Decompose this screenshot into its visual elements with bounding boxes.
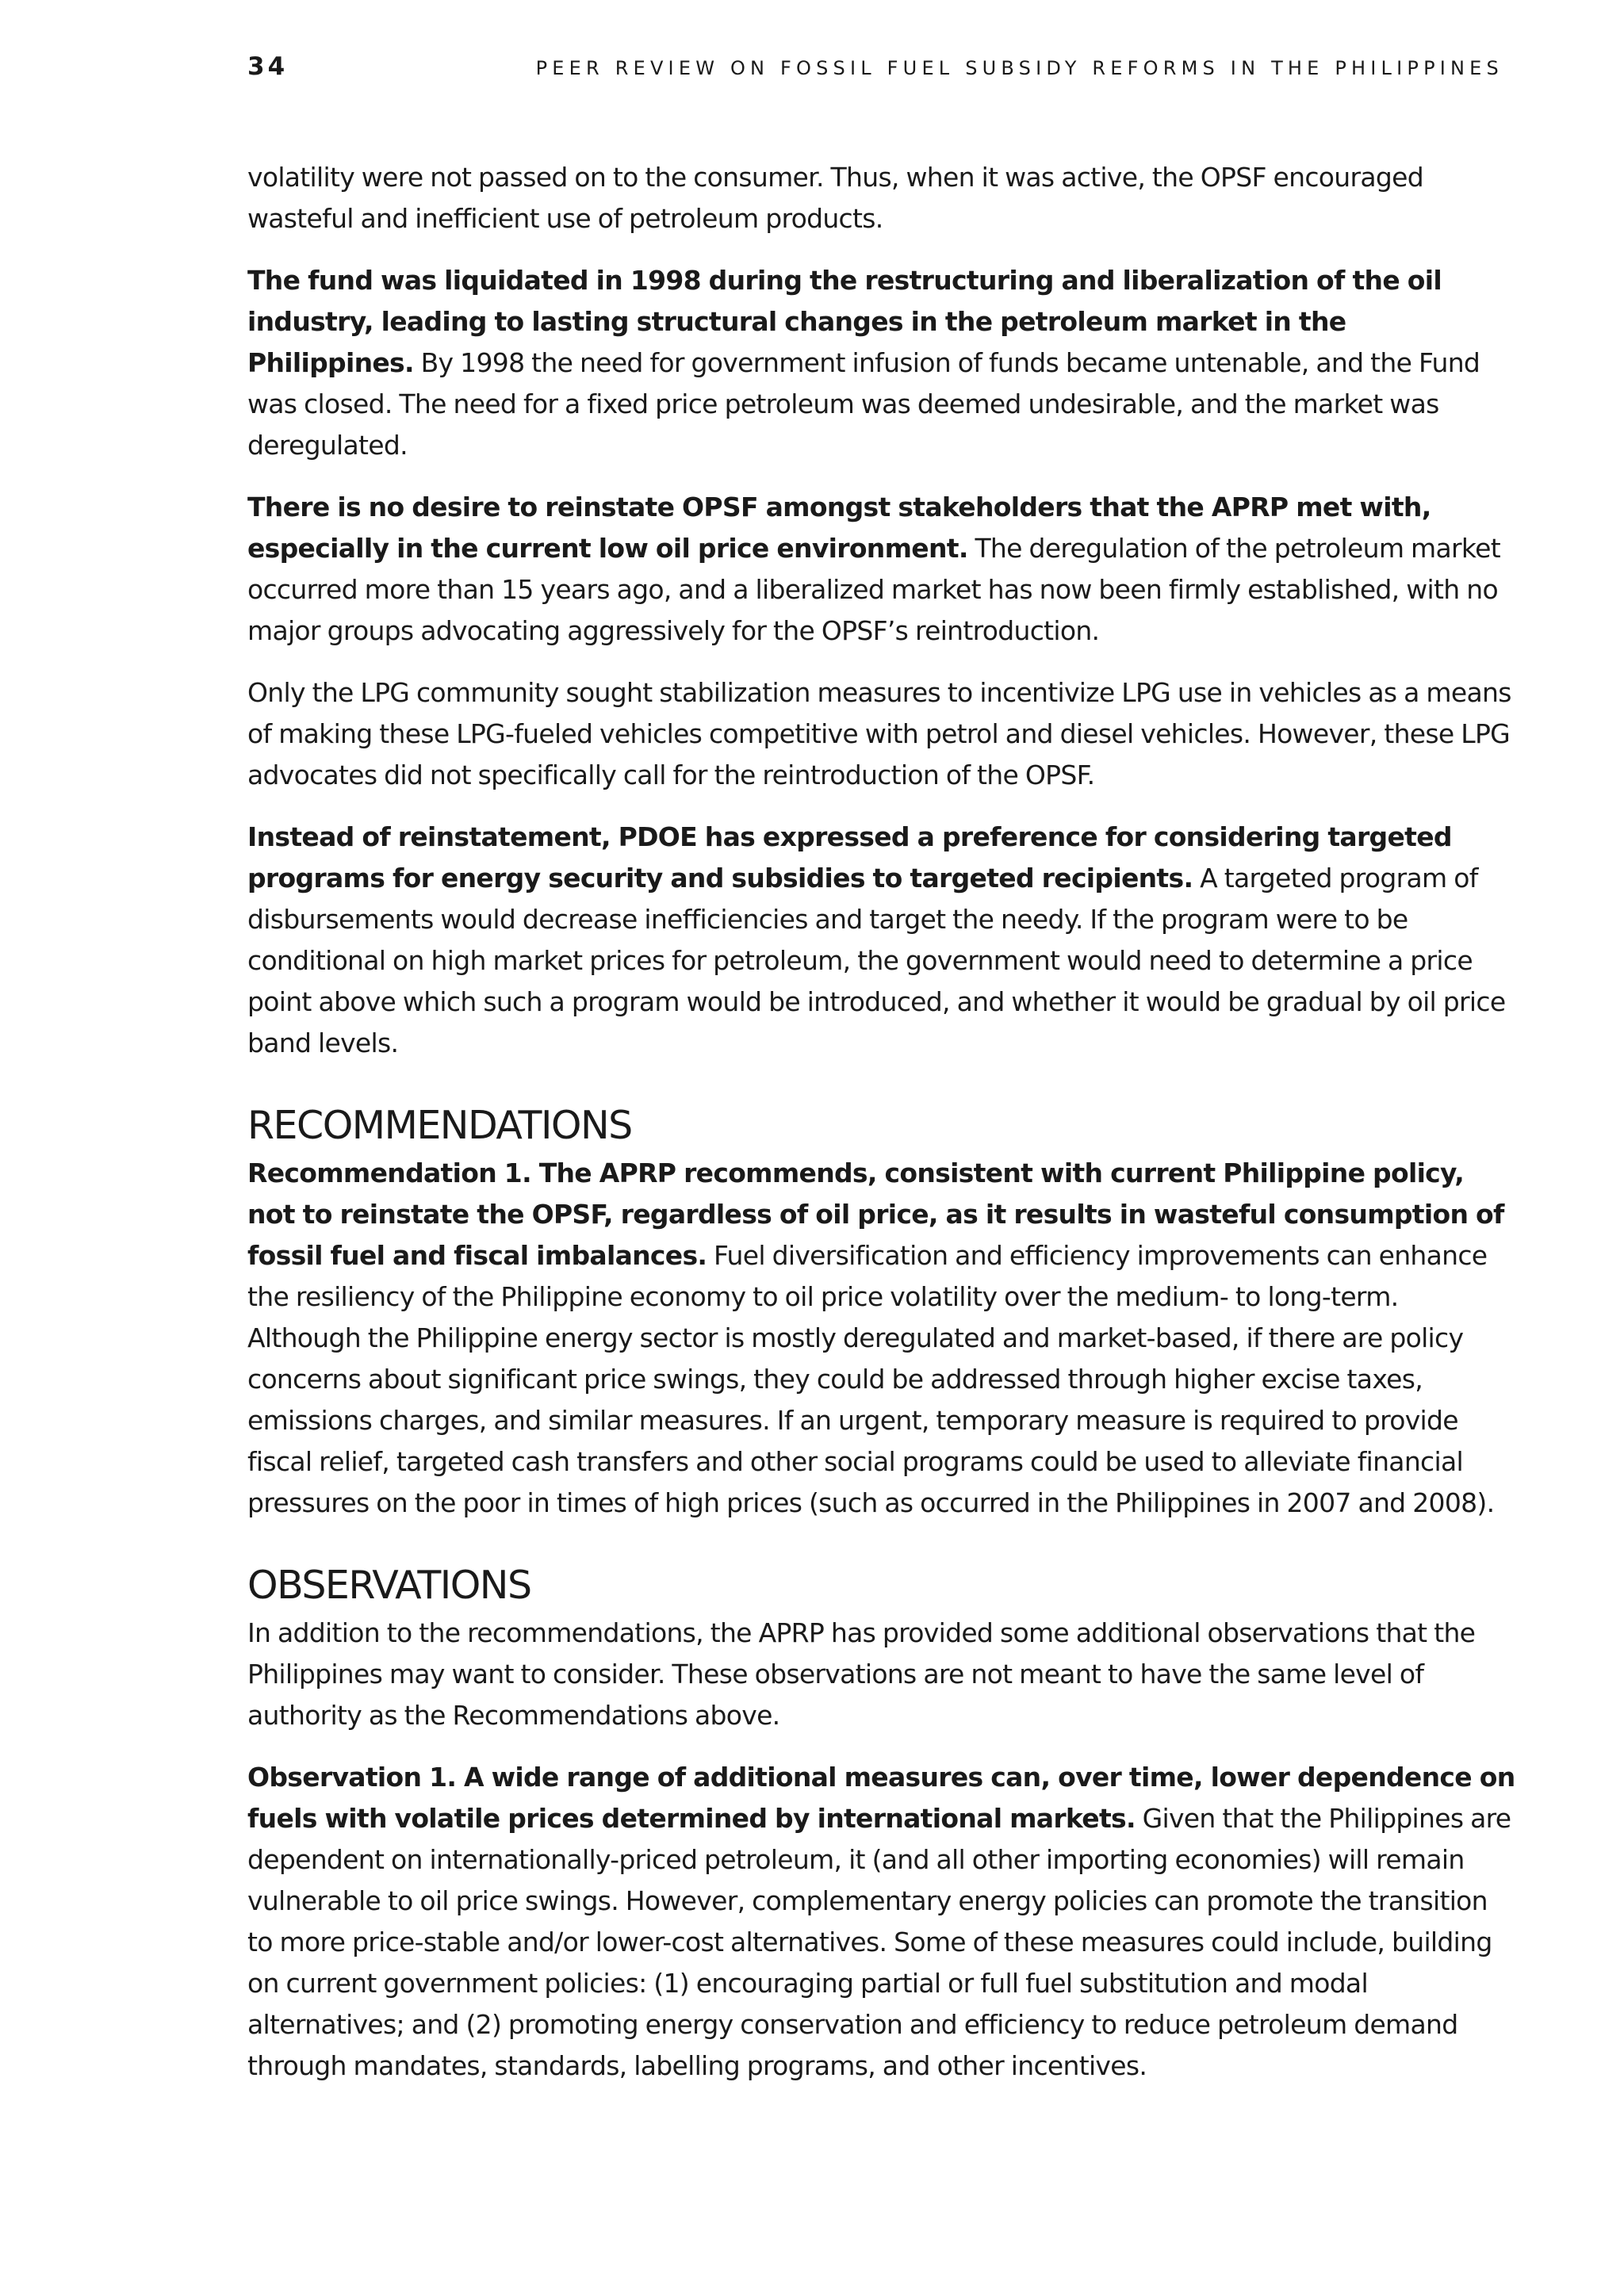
paragraph-text: volatility were not passed on to the consumer. Thus, when it was active, the OPSF encouraged wasteful and inefficient use of petroleum products.	[247, 162, 1423, 234]
observation-lead: Observation 1. A wide range of additional measures can, over time, lower dependence on fuels with volatile prices determined by international markets.	[247, 1762, 1515, 1834]
paragraph-pdoe-preference	[247, 817, 1516, 1064]
observation-1	[247, 1757, 1516, 2087]
recommendation-text: Fuel diversification and efficiency improvements can enhance the resiliency of the Philippine economy to oil price volatility over the medium- to long-term. Although the Philippine energy sector is mostly deregulated and market-based, if there are policy concerns about significant price swings, they could be addressed through higher excise taxes, emissions charges, and similar measures. If an urgent, temporary measure is required to provide fiscal relief, targeted cash transfers and other social programs could be used to alleviate financial pressures on the poor in times of high prices (such as occurred in the Philippines in 2007 and 2008).	[247, 1240, 1495, 1518]
observations-heading: OBSERVATIONS	[247, 1563, 531, 1608]
recommendation-1	[247, 1153, 1516, 1524]
paragraph-no-desire-reinstate	[247, 487, 1516, 652]
paragraph-text: The deregulation of the petroleum market occurred more than 15 years ago, and a liberalized market has now been firmly established, with no major groups advocating aggressively for the OPSF’s reintroduction.	[247, 533, 1500, 646]
paragraph-opsf-volatility	[247, 157, 1516, 239]
paragraph-fund-liquidated	[247, 260, 1516, 466]
running-title: PEER REVIEW ON FOSSIL FUEL SUBSIDY REFORMS IN THE PHILIPPINES	[535, 57, 1503, 79]
observation-text: Given that the Philippines are dependent on internationally-priced petroleum, it (and all other importing economies) will remain vulnerable to oil price swings. However, complementary energy policies can promote the transition to more price-stable and/or lower-cost alternatives. Some of these measures could include, building on current government policies: (1) encouraging partial or full fuel substitution and modal alternatives; and (2) promoting energy conservation and efficiency to reduce petroleum demand through mandates, standards, labelling programs, and other incentives.	[247, 1803, 1511, 2081]
paragraph-lead: The fund was liquidated in 1998 during the restructuring and liberalization of the oil industry, leading to lasting structural changes in the petroleum market in the Philippines.	[247, 265, 1442, 378]
paragraph-lead: There is no desire to reinstate OPSF amongst stakeholders that the APRP met with, especially in the current low oil price environment.	[247, 492, 1431, 564]
recommendation-lead: Recommendation 1. The APRP recommends, consistent with current Philippine policy, not to reinstate the OPSF, regardless of oil price, as it results in wasteful consumption of fossil fuel and fiscal imbalances.	[247, 1158, 1504, 1271]
paragraph-text: Only the LPG community sought stabilization measures to incentivize LPG use in vehicles as a means of making these LPG-fueled vehicles competitive with petrol and diesel vehicles. However, these LPG advocates did not specifically call for the reintroduction of the OPSF.	[247, 677, 1511, 790]
paragraph-text: A targeted program of disbursements would decrease inefficiencies and target the needy. If the program were to be conditional on high market prices for petroleum, the government would need to determine a price point above which such a program would be introduced, and whether it would be gradual by oil price band levels.	[247, 863, 1506, 1058]
paragraph-text: By 1998 the need for government infusion of funds became untenable, and the Fund was closed. The need for a fixed price petroleum was deemed undesirable, and the market was deregulated.	[247, 347, 1480, 461]
observations-intro: In addition to the recommendations, the APRP has provided some additional observations that the Philippines may want to consider. These observations are not meant to have the same level of authority as the Recommendations above.	[247, 1617, 1476, 1731]
main-content	[247, 157, 1516, 2107]
paragraph-lead: Instead of reinstatement, PDOE has expressed a preference for considering targeted programs for energy security and subsidies to targeted recipients.	[247, 821, 1452, 894]
page-number: 34	[247, 52, 289, 81]
page-header	[247, 52, 1503, 84]
paragraph-lpg-community	[247, 672, 1516, 796]
recommendations-heading: RECOMMENDATIONS	[247, 1103, 632, 1148]
